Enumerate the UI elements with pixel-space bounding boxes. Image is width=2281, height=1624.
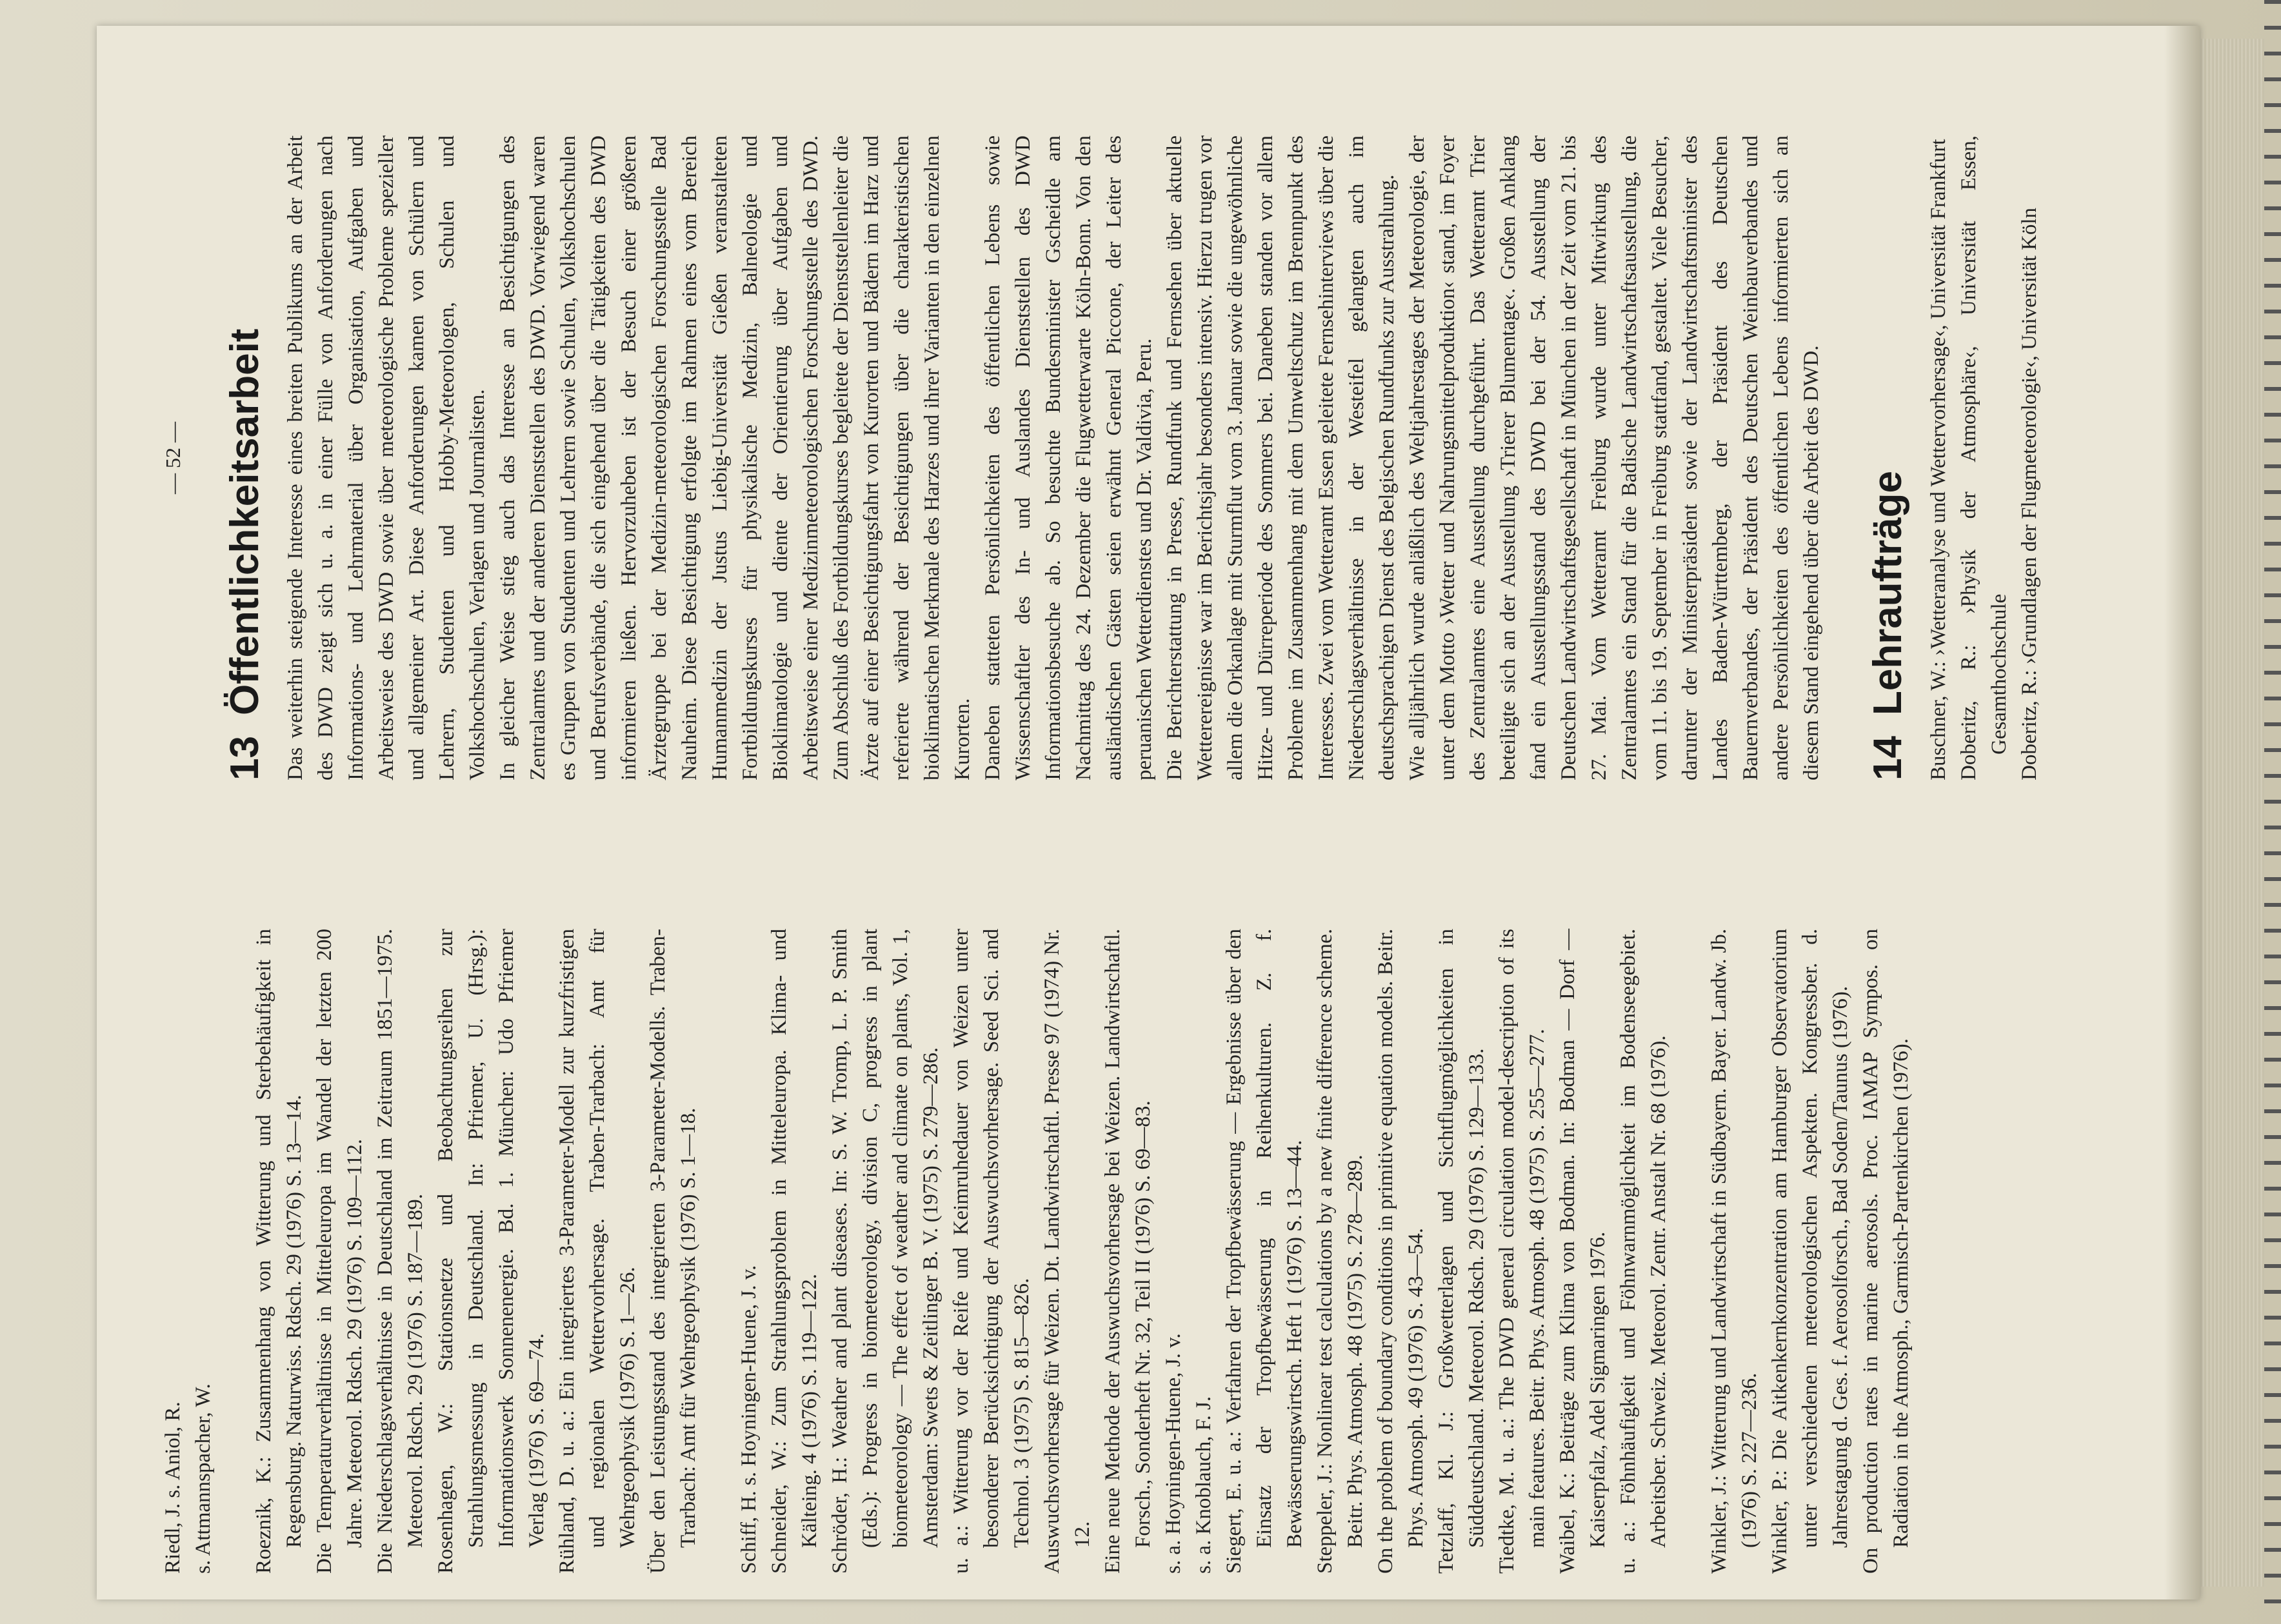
section-13-heading [223, 135, 268, 780]
reference-entry: s. Attmannspacher, W. [192, 1383, 215, 1574]
spacer [219, 929, 249, 1574]
sections-column [223, 135, 2045, 780]
reference-entry: Die Niederschlagsverhältnisse in Deutschland im Zeitraum 1851—1975. Meteorol. Rdsch. 29 (1976) S. 187—189. [374, 929, 427, 1574]
reference-entry: u. a.: Föhnhäufigkeit und Föhnwarnmöglichkeit im Bodenseegebiet. Arbeitsber. Schweiz. Meteorol. Zentr. Anstalt Nr. 68 (1976). [1617, 929, 1670, 1574]
section-13-paragraph: In gleicher Weise stieg auch das Interesse an Besichtigungen des Zentralamtes und der anderen Dienststellen des DWD. Vorwiegend waren es Gruppen von Studenten und Lehrern sowie Schulen, Volkshochschulen und Berufsverbände, die sich eingehend über die Tätigkeiten des DWD informieren ließen. Hervorzuheben ist der Besuch einer größeren Ärztegruppe bei der Medizin-meteorologischen Forschungsstelle Bad Nauheim. Diese Besichtigung erfolgte im Rahmen eines vom Bereich Humanmedizin der Justus Liebig-Universität Gießen veranstalteten Fortbildungskurses für physikalische Medizin, Balneologie und Bioklimatologie und diente der Orientierung über Aufgaben und Arbeitsweise einer Medizinmeteorologischen Forschungsstelle des DWD. Zum Abschluß des Fortbildungskurses begleitete der Dienststellenleiter die Ärzte auf einer Besichtigungsfahrt von Kurorten und Bädern im Harz und referierte während der Besichtigungen über die charakteristischen bioklimatischen Merkmale des Harzes und ihrer Varianten in den einzelnen Kurorten. [496, 135, 974, 780]
reference-entry: Tiedtke, M. u. a.: The DWD general circulation model-description of its main features. Beitr. Phys. Atmosph. 48 (1975) S. 255—277. [1495, 929, 1549, 1574]
reference-entry: Rosenhagen, W.: Stationsnetze und Beobachtungsreihen zur Strahlungsmessung in Deutschland. In: Pfriemer, U. (Hrsg.): Informationswerk Sonnenenergie. Bd. 1. München: Udo Pfriemer Verlag (1976) S. 69—74. [434, 929, 548, 1574]
references-column [158, 929, 1917, 1574]
section-13-body [281, 135, 1827, 780]
page-stack-edge [2200, 39, 2264, 1587]
reference-entry: Rühland, D. u. a.: Ein integriertes 3-Parameter-Modell zur kurzfristigen und regionalen Wettervorhersage. Traben-Trarbach: Amt für Wehrgeophysik (1976) S. 1—26. [555, 929, 639, 1574]
reference-entry: Schröder, H.: Weather and plant diseases. In: S. W. Tromp, L. P. Smith (Eds.): Progress in biometeorology, division C, progress in plant biometeorology — The effect of weather and climate on plants, Vol. 1, Amsterdam: Swets & Zeitlinger B. V. (1975) S. 279—286. [828, 929, 942, 1574]
reference-entry: Auswuchsvorhersage für Weizen. Dt. Landwirtschaftl. Presse 97 (1974) Nr. 12. [1041, 929, 1094, 1574]
reference-entry: Riedl, J. s. Aniol, R. [161, 1401, 184, 1574]
reference-entry: Die Temperaturverhältnisse in Mitteleuropa im Wandel der letzten 200 Jahre. Meteorol. Rdsch. 29 (1976) S. 109—112. [313, 929, 366, 1574]
section-14-number: 14 [1866, 736, 1910, 780]
reference-entry: s. a. Hoyningen-Huene, J. v. [1162, 1333, 1185, 1574]
section-14-heading [1866, 135, 1911, 780]
reference-entry: Tetzlaff, Kl. J.: Großwetterlagen und Sichtflugmöglichkeiten in Süddeutschland. Meteorol. Rdsch. 29 (1976) S. 129—133. [1435, 929, 1488, 1574]
spacer [704, 929, 734, 1574]
reference-entry: s. a. Knoblauch, F. J. [1192, 1396, 1215, 1574]
section-13-title: Öffentlichkeitsarbeit [223, 328, 267, 716]
reference-entry: Waibel, K.: Beiträge zum Klima von Bodman. In: Bodman — Dorf — Kaiserpfalz, Adel Sigmaringen 1976. [1556, 929, 1609, 1574]
book-gutter [2164, 26, 2200, 1599]
scan-ruler [2264, 0, 2281, 1624]
reference-entry: Winkler, J.: Witterung und Landwirtschaft in Südbayern. Bayer. Landw. Jb. (1976) S. 227—236. [1708, 929, 1761, 1574]
section-14-title: Lehraufträge [1866, 471, 1910, 716]
reference-entry: Roeznik, K.: Zusammenhang von Witterung und Sterbehäufigkeit in Regensburg. Naturwiss. Rdsch. 29 (1976) S. 13—14. [252, 929, 306, 1574]
section-13-paragraph: Die Berichterstattung in Presse, Rundfunk und Fernsehen über aktuelle Wetterereignisse war im Berichtsjahr besonders intensiv. Hierzu trugen vor allem die Orkanlage mit Sturmflut vom 3. Januar sowie die ungewöhnliche Hitze- und Dürreperiode des Sommers bei. Daneben standen vor allem Probleme im Zusammenhang mit dem Umweltschutz im Brennpunkt des Interesses. Zwei vom Wetteramt Essen geleitete Fernsehinterviews über die Niederschlagsverhältnisse in der Westeifel gelangten auch im deutschsprachigen Dienst des Belgischen Rundfunks zur Ausstrahlung. [1163, 135, 1399, 780]
reference-entry: Winkler, P.: Die Aitkenkernkonzentration am Hamburger Observatorium unter verschiedenen meteorologischen Aspekten. Kongressber. d. Jahrestagung d. Ges. f. Aerosolforsch., Bad Soden/Taunus (1976). [1768, 929, 1852, 1574]
reference-entry: Siegert, E. u. a.: Verfahren der Tropfbewässerung — Ergebnisse über den Einsatz der Tropfbewässerung in Reihenkulturen. Z. f. Bewässerungswirtsch. Heft 1 (1976) S. 13—44. [1222, 929, 1306, 1574]
reference-entry: Über den Leistungsstand des integrierten 3-Parameter-Modells. Traben-Trarbach: Amt für Wehrgeophysik (1976) S. 1—18. [646, 929, 700, 1574]
reference-entry: On production rates in marine aerosols. Proc. IAMAP Sympos. on Radiation in the Atmosph., Garmisch-Partenkirchen (1976). [1859, 929, 1913, 1574]
lecture-entry: Doberitz, R.: ›Grundlagen der Flugmeteorologie‹, Universität Köln [2018, 207, 2041, 780]
spacer [1674, 929, 1704, 1574]
section-13-paragraph: Das weiterhin steigende Interesse eines breiten Publikums an der Arbeit des DWD zeigt sich u. a. in einer Fülle von Anforderungen nach Informations- und Lehrmaterial über Organisation, Aufgaben und Arbeitsweise des DWD sowie über meteorologische Probleme spezieller und allgemeiner Art. Diese Anforderungen kamen von Schülern und Lehrern, Studenten und Hobby-Meteorologen, Schulen und Volkshochschulen, Verlagen und Journalisten. [284, 135, 489, 780]
reference-entry: Eine neue Methode der Auswuchsvorhersage bei Weizen. Landwirtschaftl. Forsch., Sonderheft Nr. 32, Teil II (1976) S. 69—83. [1101, 929, 1155, 1574]
lecture-entry: Doberitz, R.: ›Physik der Atmosphäre‹, Universität Essen, Gesamthochschule [1957, 135, 2011, 780]
reference-entry: On the problem of boundary conditions in primitive equation models. Beitr. Phys. Atmosph. 49 (1976) S. 43—54. [1374, 929, 1428, 1574]
reference-entry: u. a.: Witterung vor der Reife und Keimruhedauer von Weizen unter besonderer Berücksichtigung der Auswuchsvorhersage. Seed Sci. and Technol. 3 (1975) S. 815—826. [950, 929, 1033, 1574]
rotated-page-content [158, 26, 2093, 1574]
page-number: — 52 — [161, 422, 184, 494]
section-13-number: 13 [223, 736, 267, 780]
section-14-body [1924, 135, 2045, 780]
section-13-paragraph: Daneben statteten Persönlichkeiten des öffentlichen Lebens sowie Wissenschaftler des In- und Auslandes Dienststellen des DWD Informationsbesuche ab. So besuchte Bundesminister Gscheidle am Nachmittag des 24. Dezember die Flugwetterwarte Köln-Bonn. Von den ausländischen Gästen seien erwähnt General Piccone, der Leiter des peruanischen Wetterdienstes und Dr. Valdivia, Peru. [981, 135, 1156, 780]
section-13-paragraph: Wie alljährlich wurde anläßlich des Weltjahrestages der Meteorologie, der unter dem Motto ›Wetter und Nahrungsmittelproduktion‹ stand, im Foyer des Zentralamtes eine Ausstellung durchgeführt. Das Wetteramt Trier beteiligte sich an der Ausstellung ›Trierer Blumentage‹. Großen Anklang fand ein Ausstellungsstand des DWD bei der 54. Ausstellung der Deutschen Landwirtschaftsgesellschaft in München in der Zeit vom 21. bis 27. Mai. Vom Wetteramt Freiburg wurde unter Mitwirkung des Zentralamtes ein Stand für die Badische Landwirtschaftsausstellung, die vom 11. bis 19. September in Freiburg stattfand, gestaltet. Viele Besucher, darunter der Ministerpräsident sowie der Landwirtschaftsminister des Landes Baden-Württemberg, der Präsident des Deutschen Bauernverbandes, der Präsident des Deutschen Weinbauverbandes und andere Persönlichkeiten des öffentlichen Lebens informierten sich an diesem Stand eingehend über die Arbeit des DWD. [1406, 135, 1823, 780]
reference-entry: Schiff, H. s. Hoyningen-Huene, J. v. [737, 1265, 761, 1574]
lecture-entry: Buschner, W.: ›Wetteranalyse und Wettervorhersage‹, Universität Frankfurt [1927, 139, 1950, 780]
reference-entry: Steppeler, J.: Nonlinear test calculations by a new finite difference scheme. Beitr. Phys. Atmosph. 48 (1975) S. 278—289. [1313, 929, 1367, 1574]
reference-entry: Schneider, W.: Zum Strahlungsproblem in Mitteleuropa. Klima- und Kälteing. 4 (1976) S. 119—122. [768, 929, 821, 1574]
